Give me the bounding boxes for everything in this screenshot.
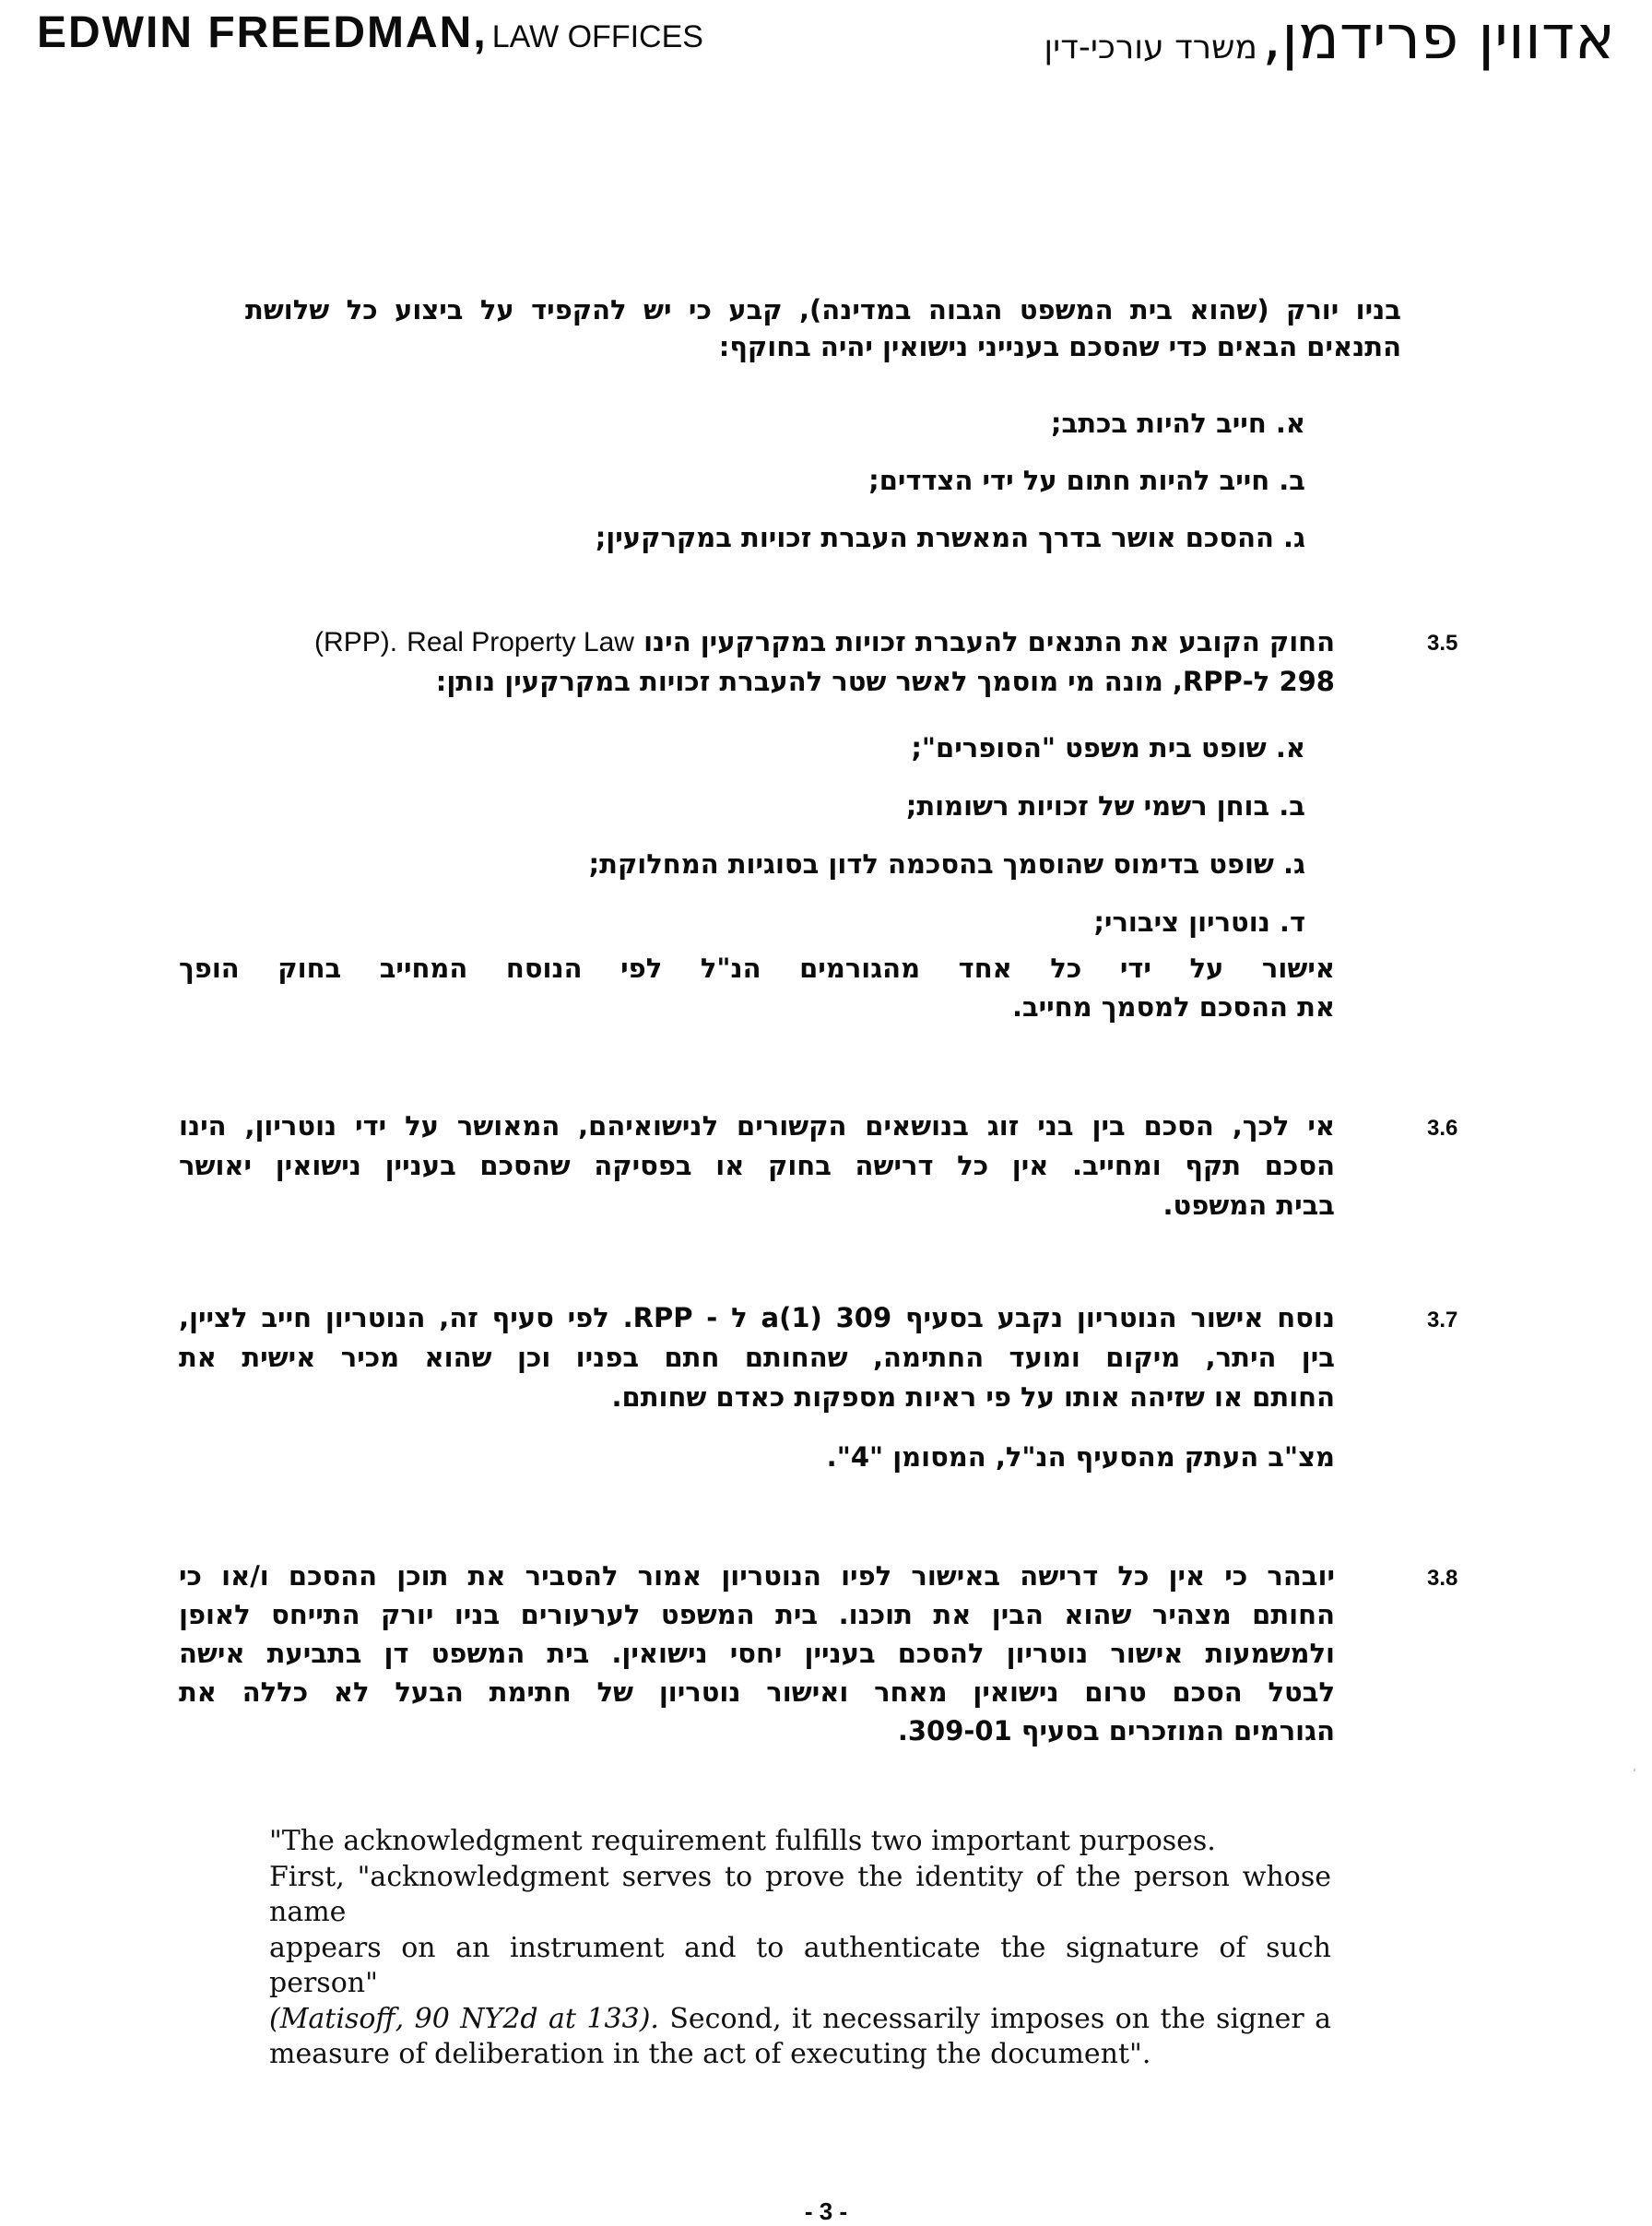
letterhead: [37, 2, 1615, 74]
margin-mark: [1634, 1769, 1635, 1771]
quote-line: First, "acknowledgment serves to prove the identity of the person whose name: [269, 1860, 1331, 1928]
intro-list: [384, 395, 1305, 566]
case-citation: (Matisoff, 90 NY2d at 133).: [269, 2002, 659, 2035]
section-line: ולמשמעות אישור נוטריון להסכם בעניין יחסי נישואין. בית המשפט דן בתביעת אישה: [179, 1638, 1335, 1669]
letterhead-hebrew: [1044, 2, 1615, 73]
law-name: Real Property Law: [407, 627, 634, 657]
intro-line: בניו יורק (שהוא בית המשפט הגבוה במדינה), קבע כי יש להקפיד על ביצוע כל שלושת: [245, 294, 1401, 326]
intro-line: התנאים הבאים כדי שהסכם בענייני נישואין יהיה בחוקף:: [718, 331, 1401, 362]
list-item: ד. נוטריון ציבורי;: [1093, 906, 1305, 938]
letterhead-english: [37, 7, 703, 58]
section-number: 3.6: [1427, 1116, 1458, 1141]
section-line: בבית המשפט.: [1162, 1190, 1335, 1221]
page-number: - 3 -: [804, 2197, 848, 2225]
quote-line: [269, 2002, 1331, 2038]
section-line: 298 ל-RPP, מונה מי מוסמך לאשר שטר להעברת זכויות במקרקעין נותן:: [435, 666, 1335, 697]
section-line: נוסח אישור הנוטריון נקבע בסעיף 309 a(1) ל - RPP. לפי סעיף זה, הנוטריון חייב לציין,: [179, 1302, 1335, 1333]
section-line: החותם מצהיר שהוא הבין את תוכנו. בית המשפט לערעורים בניו יורק התייחס לאופן: [179, 1599, 1335, 1630]
section-3-5: [293, 622, 1335, 701]
section-line: לבטל הסכם טרום נישואין מאחר ואישור נוטריון של חתימת הבעל לא כללה את: [179, 1676, 1335, 1708]
section-line: יובהר כי אין כל דרישה באישור לפיו הנוטריון אמור להסביר את תוכן ההסכם ו/או כי: [179, 1560, 1335, 1592]
list-item: א. שופט בית משפט "הסופרים";: [911, 732, 1305, 764]
intro-paragraph: [245, 291, 1401, 365]
list-item: ג. שופט בדימוס שהוסמך בהסכמה לדון בסוגיות המחלוקת;: [588, 848, 1305, 880]
firm-subtitle-hebrew: משרד עורכי-דין: [1044, 29, 1258, 66]
list-item: ב. בוחן רשמי של זכויות רשומות;: [905, 790, 1305, 822]
english-quote: [269, 1824, 1331, 2073]
section-line: הסכם תקף ומחייב. אין כל דרישה בחוק או בפסיקה שהסכם בעניין נישואין יאושר: [179, 1150, 1335, 1181]
section-line: את ההסכם למסמך מחייב.: [1011, 991, 1335, 1023]
law-abbrev: (RPP).: [314, 627, 398, 657]
section-3-8: [179, 1557, 1335, 1750]
section-text: החוק הקובע את התנאים להעברת זכויות במקרקעין הינו: [643, 626, 1335, 657]
section-line: החותם או שזיהה אותו על פי ראיות מספקות כאדם שחותם.: [611, 1381, 1335, 1413]
quote-line: measure of deliberation in the act of executing the document".: [269, 2038, 1151, 2070]
firm-subtitle-english: LAW OFFICES: [491, 19, 703, 54]
firm-name-hebrew: אדווין פרידמן,: [1262, 2, 1615, 73]
section-line: אי לכך, הסכם בין בני זוג בנושאים הקשורים לנישואיהם, המאושר על ידי נוטריון, הינו: [179, 1110, 1335, 1142]
section-line: בין היתר, מיקום ומועד החתימה, שהחותם חתם בפניו וכן שהוא מכיר אישית את: [179, 1342, 1335, 1373]
list-item: א. חייב להיות בכתב;: [1050, 408, 1305, 439]
quote-text: Second, it necessarily imposes on the signer a: [658, 2002, 1331, 2035]
section-3-5-closing: [179, 949, 1335, 1026]
section-number: 3.5: [1427, 631, 1458, 656]
list-item: ב. חייב להיות חתום על ידי הצדדים;: [868, 465, 1305, 496]
section-line: [293, 622, 1335, 662]
section-number: 3.7: [1427, 1308, 1458, 1332]
section-line: הגורמים המוזכרים בסעיף 309-01.: [897, 1715, 1335, 1746]
quote-line: "The acknowledgment requirement fulfills two important purposes.: [269, 1825, 1216, 1857]
section-number: 3.8: [1427, 1566, 1458, 1591]
firm-name-english: EDWIN FREEDMAN,: [37, 8, 488, 57]
section-line: אישור על ידי כל אחד מהגורמים הנ"ל לפי הנוסח המחייב בחוק הופך: [179, 953, 1335, 984]
list-item: ג. ההסכם אושר בדרך המאשרת העברת זכויות במקרקעין;: [595, 522, 1305, 553]
section-3-6: [179, 1107, 1335, 1225]
section-line: מצ"ב העתק מהסעיף הנ"ל, המסומן "4".: [826, 1441, 1335, 1473]
quote-line: appears on an instrument and to authenticate the signature of such person": [269, 1931, 1331, 1999]
section-3-7: [179, 1298, 1335, 1477]
section-3-5-list: [384, 719, 1305, 952]
